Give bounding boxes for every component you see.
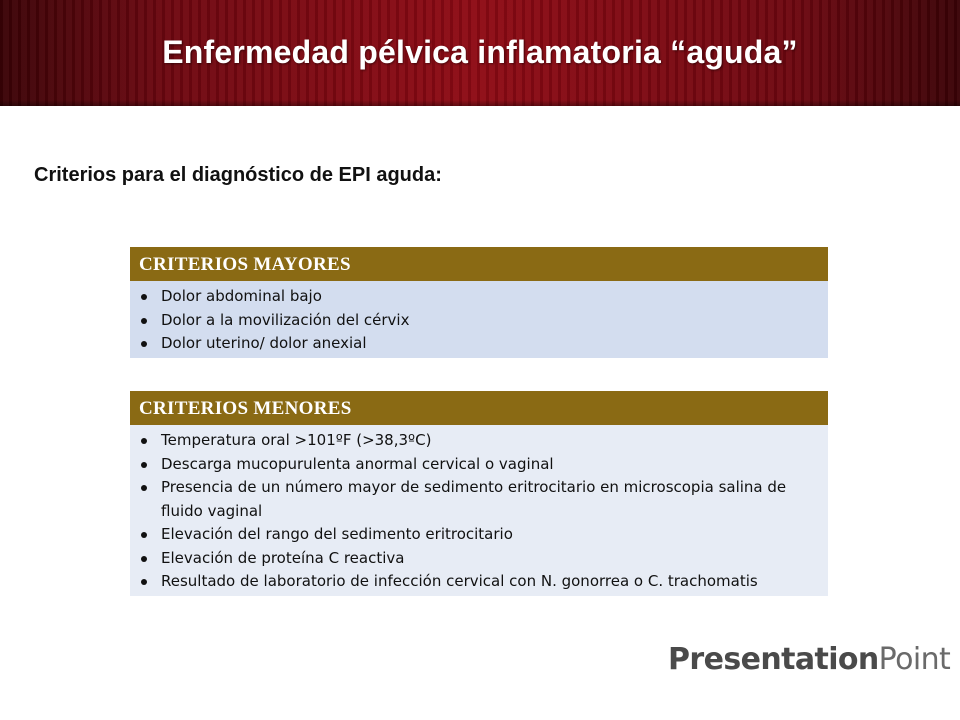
list-item-text: Elevación de proteína C reactiva xyxy=(161,548,405,567)
slide-title: Enfermedad pélvica inflamatoria “aguda” xyxy=(162,34,798,70)
major-criteria-list xyxy=(139,285,816,356)
bullet-icon xyxy=(141,294,147,300)
bullet-icon xyxy=(141,341,147,347)
logo-text-light: Point xyxy=(878,642,951,677)
major-criteria-table xyxy=(130,247,828,358)
list-item-text: Resultado de laboratorio de infección cervical con N. gonorrea o C. trachomatis xyxy=(161,572,758,590)
slide-subtitle: Criterios para el diagnóstico de EPI aguda: xyxy=(34,164,442,186)
list-item xyxy=(139,523,816,547)
list-item-text: Presencia de un número mayor de sedimento eritrocitario en microscopia salina de fluido vaginal xyxy=(161,478,787,520)
list-item-text: Descarga mucopurulenta anormal cervical o vaginal xyxy=(161,454,554,473)
list-item-text: Dolor abdominal bajo xyxy=(161,287,322,305)
bullet-icon xyxy=(141,318,147,324)
title-bar xyxy=(0,0,960,106)
list-item xyxy=(139,429,816,453)
major-criteria-body xyxy=(130,281,828,358)
bullet-icon xyxy=(141,462,147,468)
list-item xyxy=(139,570,816,594)
minor-criteria-table xyxy=(130,391,828,596)
presentationpoint-logo xyxy=(668,642,950,677)
list-item-text: Dolor a la movilización del cérvix xyxy=(161,310,410,329)
logo-text-bold: Presentation xyxy=(668,642,879,677)
list-item-text: Dolor uterino/ dolor anexial xyxy=(161,334,367,352)
minor-criteria-heading: CRITERIOS MENORES xyxy=(130,391,828,425)
bullet-icon xyxy=(141,579,147,585)
list-item xyxy=(139,285,816,309)
list-item xyxy=(139,547,816,571)
minor-criteria-list xyxy=(139,429,816,594)
major-criteria-heading: CRITERIOS MAYORES xyxy=(130,247,828,281)
list-item xyxy=(139,309,816,333)
bullet-icon xyxy=(141,532,147,538)
list-item xyxy=(139,453,816,477)
list-item xyxy=(139,476,816,523)
bullet-icon xyxy=(141,485,147,491)
list-item-text: Temperatura oral >101ºF (>38,3ºC) xyxy=(161,431,432,449)
list-item-text: Elevación del rango del sedimento eritrocitario xyxy=(161,525,513,543)
bullet-icon xyxy=(141,556,147,562)
list-item xyxy=(139,332,816,356)
bullet-icon xyxy=(141,438,147,444)
minor-criteria-body xyxy=(130,425,828,596)
